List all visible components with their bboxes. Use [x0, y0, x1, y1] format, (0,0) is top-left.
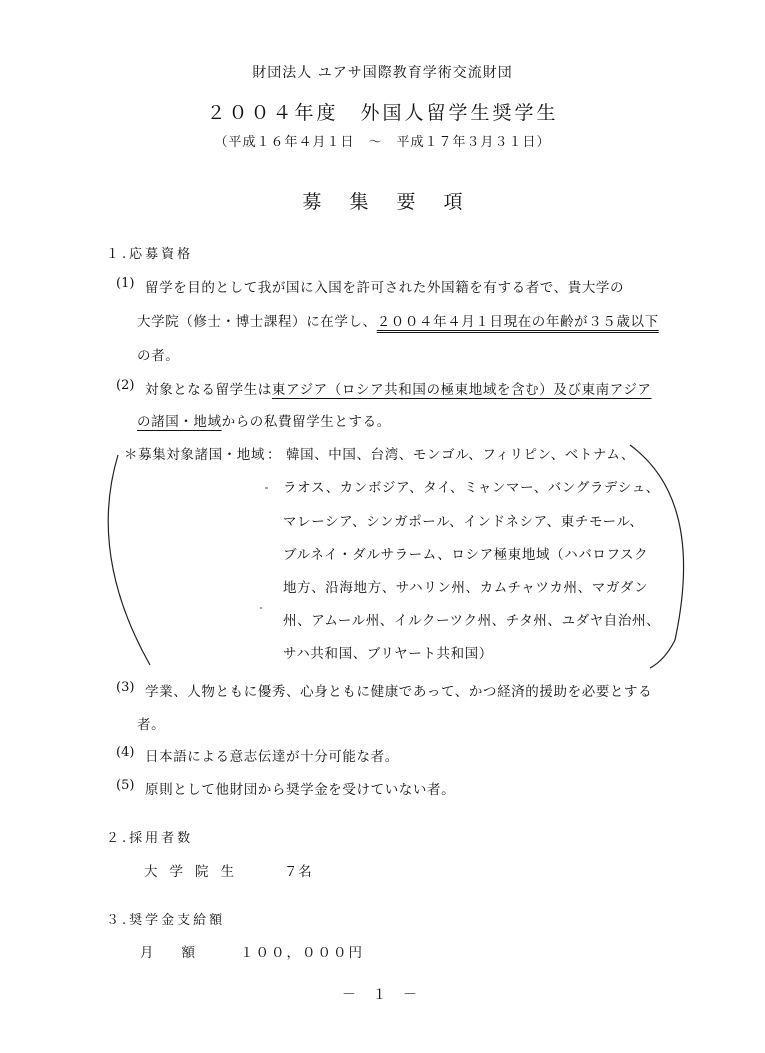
- item-2-line-2-suffix: からの私費留学生とする。: [221, 414, 391, 430]
- page-heading: 募集要項: [302, 191, 491, 213]
- section-3-amount: １００，０００円: [240, 945, 364, 961]
- section-2-count: ７名: [284, 864, 313, 880]
- regions-colon: ：: [267, 447, 282, 463]
- item-4-line-1: 日本語による意志伝達が十分可能な者。: [145, 749, 399, 765]
- item-2-region-text: 東アジア（ロシア共和国の極東地域を含む）及び東南アジア: [271, 382, 652, 398]
- item-3-line-1: 学業、人物ともに優秀、心身ともに健康であって、かつ経済的援助を必要とする: [145, 684, 653, 700]
- period-text: （平成１６年４月１日 ～ 平成１７年３月３１日）: [214, 135, 551, 150]
- regions-line-3: マレーシア、シンガポール、インドネシア、東チモール、: [283, 514, 644, 530]
- section-1-label: １.応募資格: [106, 247, 194, 262]
- section-2-label: ２.採用者数: [106, 831, 194, 846]
- item-1-line-3: の者。: [137, 348, 180, 364]
- regions-line-2: ラオス、カンボジア、タイ、ミャンマー、バングラデシュ、: [283, 480, 660, 496]
- item-1-age-condition: ２００４年４月１日現在の年齢が３５歳以下: [376, 314, 659, 330]
- section-3-period-label: 月額: [140, 945, 223, 961]
- item-4-number: (4): [116, 745, 135, 760]
- item-5-number: (5): [116, 778, 135, 793]
- regions-line-6: 州、アムール州、イルクーツク州、チタ州、ユダヤ自治州、: [283, 613, 661, 629]
- section-3-label: ３.奨学金支給額: [106, 913, 226, 928]
- section-2-category: 大学院生: [144, 864, 246, 880]
- item-1-number: (1): [116, 276, 135, 291]
- item-3-line-2: 者。: [137, 717, 166, 733]
- item-2-number: (2): [116, 378, 135, 393]
- regions-line-4: ブルネイ・ダルサラーム、ロシア極東地域（ハバロフスク: [283, 547, 649, 563]
- regions-line-5: 地方、沿海地方、サハリン州、カムチャツカ州、マガダン: [283, 580, 649, 596]
- regions-label: ＊募集対象諸国・地域: [124, 447, 265, 463]
- regions-line-7: サハ共和国、ブリヤート共和国）: [283, 646, 493, 662]
- item-1-line-2-prefix: 大学院（修士・博士課程）に在学し、: [137, 314, 377, 330]
- regions-line-1: 韓国、中国、台湾、モンゴル、フィリピン、ベトナム、: [286, 447, 635, 463]
- item-1-line-1: 留学を目的として我が国に入国を許可された外国籍を有する者で、貴大学の: [145, 280, 625, 296]
- page-number: － １ －: [342, 987, 423, 1003]
- item-2-region-text-cont: の諸国・地域: [137, 414, 222, 430]
- document-title: ２００４年度 外国人留学生奨学生: [206, 102, 559, 124]
- organization-name: 財団法人 ユアサ国際教育学術交流財団: [252, 65, 513, 81]
- item-3-number: (3): [116, 680, 135, 695]
- item-2-line-1-prefix: 対象となる留学生は: [145, 382, 272, 398]
- item-5-line-1: 原則として他財団から奨学金を受けていない者。: [145, 782, 456, 798]
